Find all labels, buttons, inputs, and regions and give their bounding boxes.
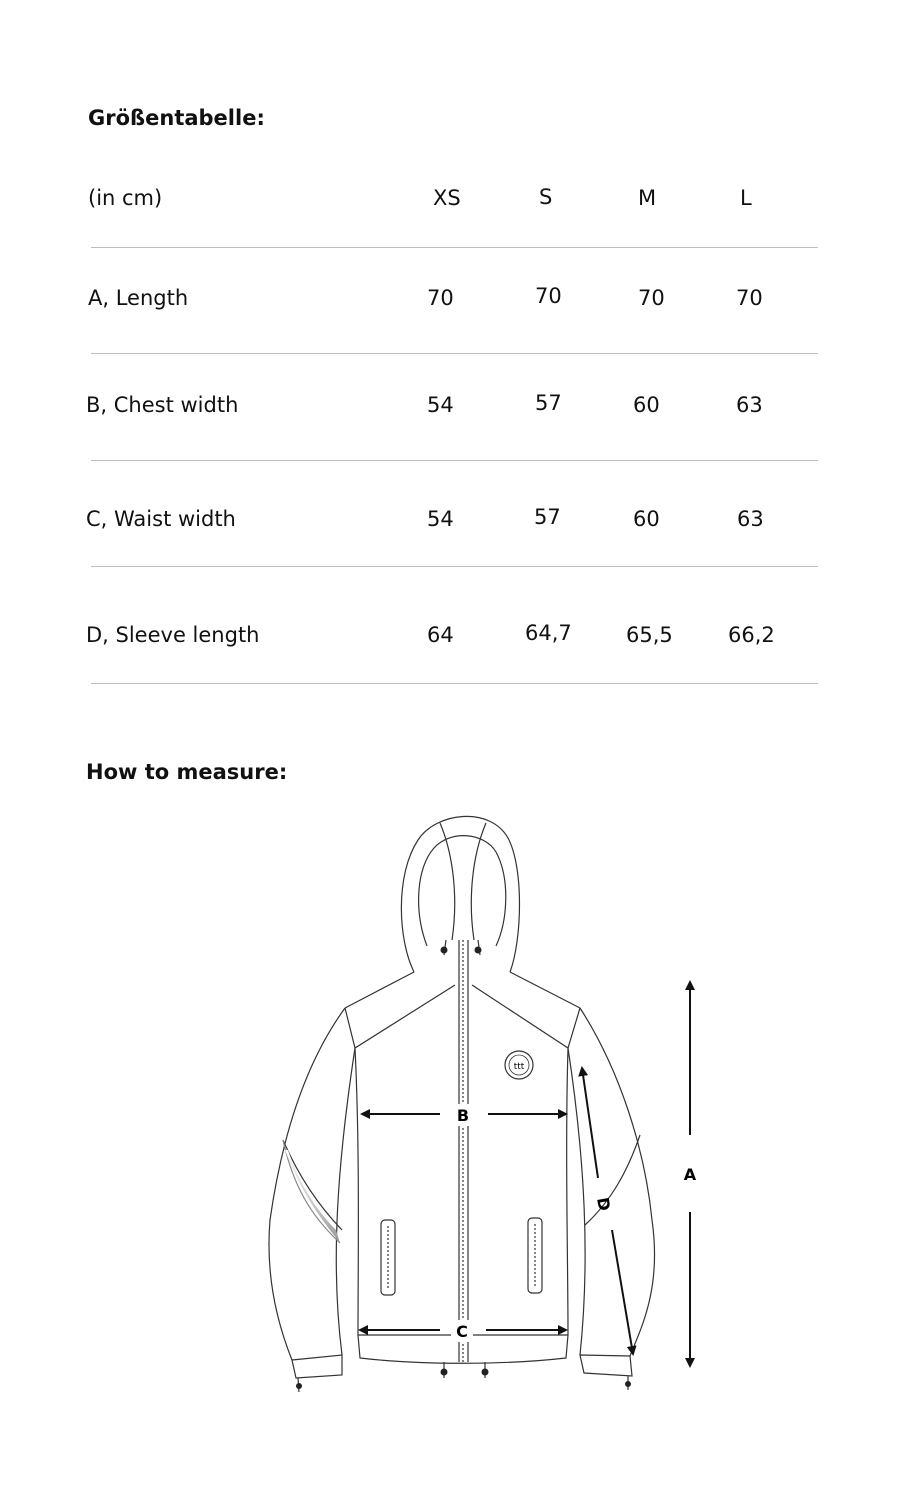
size-header-m: M <box>638 186 657 210</box>
cell-chest-l: 63 <box>736 393 763 417</box>
label-a: A <box>683 1165 697 1184</box>
label-d: D <box>592 1195 615 1213</box>
cell-sleeve-l: 66,2 <box>728 623 775 647</box>
cell-waist-m: 60 <box>633 507 660 531</box>
cell-chest-s: 57 <box>535 391 562 415</box>
cell-length-m: 70 <box>638 286 665 310</box>
cell-waist-l: 63 <box>737 507 764 531</box>
sleeve-length-arrow <box>582 1068 633 1354</box>
size-header-s: S <box>539 185 553 209</box>
cord-toggle-icon <box>625 1381 631 1387</box>
cord-toggle-icon <box>441 1369 448 1376</box>
label-c: C <box>456 1322 468 1341</box>
cell-sleeve-m: 65,5 <box>626 623 673 647</box>
sleeve-shadow <box>285 1150 340 1243</box>
size-header-l: L <box>740 186 752 210</box>
cord-toggle-icon <box>475 947 482 954</box>
unit-label: (in cm) <box>88 186 163 210</box>
how-to-measure-title: How to measure: <box>86 760 288 784</box>
cell-length-s: 70 <box>535 284 562 308</box>
cell-sleeve-xs: 64 <box>427 623 454 647</box>
cell-waist-s: 57 <box>534 505 561 529</box>
size-chart-title: Größentabelle: <box>88 106 265 130</box>
cell-length-xs: 70 <box>427 286 454 310</box>
cell-chest-m: 60 <box>633 393 660 417</box>
label-b: B <box>456 1106 470 1125</box>
cord-toggle-icon <box>296 1383 302 1389</box>
chest-logo-icon <box>505 1051 533 1079</box>
cell-length-l: 70 <box>736 286 763 310</box>
row-label-chest-width: B, Chest width <box>86 393 239 417</box>
cord-toggle-icon <box>482 1369 489 1376</box>
cord-toggle-icon <box>441 947 448 954</box>
cell-waist-xs: 54 <box>427 507 454 531</box>
row-label-sleeve-length: D, Sleeve length <box>86 623 260 647</box>
cell-sleeve-s: 64,7 <box>525 621 572 645</box>
cell-chest-xs: 54 <box>427 393 454 417</box>
row-label-waist-width: C, Waist width <box>86 507 236 531</box>
size-header-xs: XS <box>433 186 461 210</box>
logo-text: ttt <box>513 1062 525 1072</box>
row-label-length: A, Length <box>88 286 189 310</box>
